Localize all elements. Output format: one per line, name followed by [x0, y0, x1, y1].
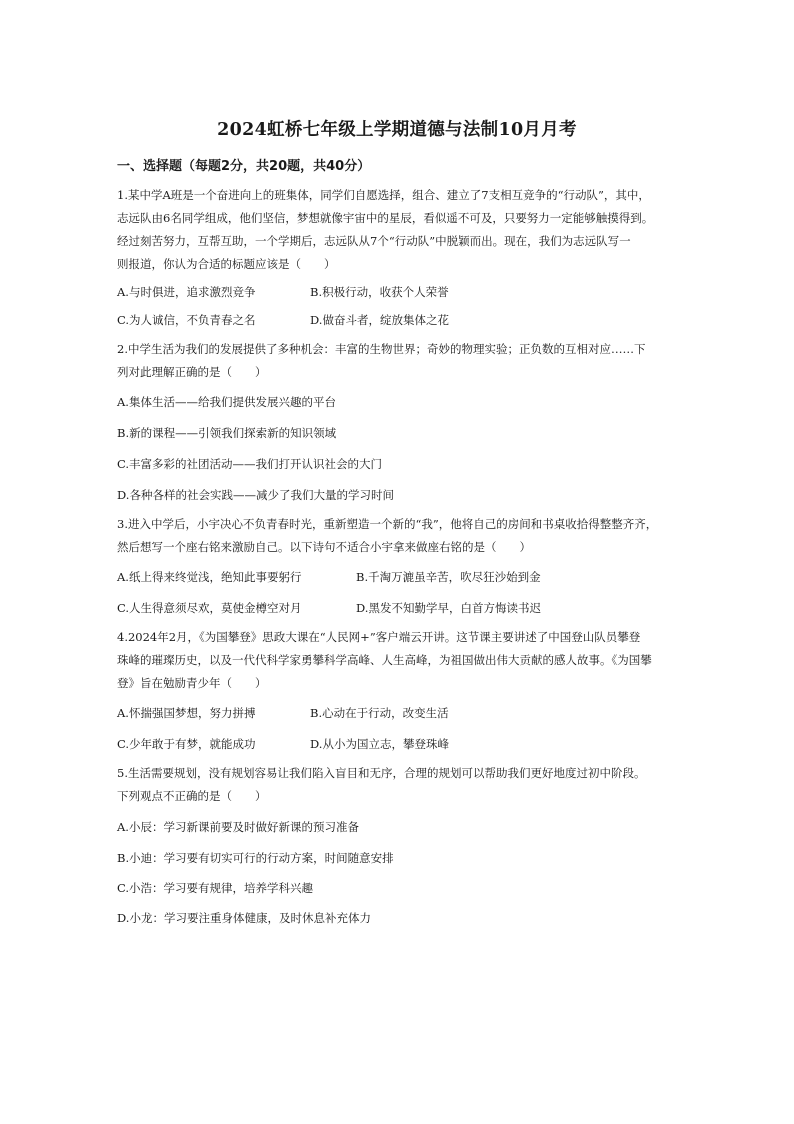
question-1-option-b: B.积极行动，收获个人荣誉 [310, 285, 449, 299]
question-1-option-d: D.做奋斗者，绽放集体之花 [310, 313, 449, 327]
question-2-line-2: 列对此理解正确的是（ ） [117, 365, 267, 379]
question-5-option-d: D.小龙：学习要注重身体健康，及时休息补充体力 [117, 911, 371, 925]
question-3-option-d: D.黑发不知勤学早，白首方悔读书迟 [356, 601, 541, 615]
question-5-line-2: 下列观点不正确的是（ ） [117, 789, 267, 803]
question-5-option-a: A.小辰：学习新课前要及时做好新课的预习准备 [117, 820, 359, 834]
question-3-option-a: A.纸上得来终觉浅，绝知此事要躬行 [117, 570, 302, 584]
question-4-line-1: 4.2024年2月，《为国攀登》思政大课在“人民网+”客户端云开讲。这节课主要讲述了中国登山队员攀登 [117, 630, 641, 644]
question-3-line-2: 然后想写一个座右铭来激励自己。以下诗句不适合小宇拿来做座右铭的是（ ） [117, 540, 531, 554]
question-2-option-a: A.集体生活——给我们提供发展兴趣的平台 [117, 395, 336, 409]
question-1-line-4: 则报道，你认为合适的标题应该是（ ） [117, 257, 336, 271]
question-5-option-b: B.小迪：学习要有切实可行的行动方案，时间随意安排 [117, 851, 394, 865]
question-4-option-c: C.少年敢于有梦，就能成功 [117, 737, 256, 751]
page-title: 2024虹桥七年级上学期道德与法制10月月考 [217, 120, 577, 140]
question-3-option-b: B.千淘万漉虽辛苦，吹尽狂沙始到金 [356, 570, 541, 584]
question-2-option-c: C.丰富多彩的社团活动——我们打开认识社会的大门 [117, 457, 383, 471]
question-4-option-d: D.从小为国立志，攀登珠峰 [310, 737, 449, 751]
question-4-line-3: 登》旨在勉励青少年（ ） [117, 676, 267, 690]
question-1-option-a: A.与时俱进，追求激烈竞争 [117, 285, 256, 299]
question-1-line-3: 经过刻苦努力，互帮互助，一个学期后，志远队从7个“行动队”中脱颖而出。现在，我们为志远队写一 [117, 234, 631, 248]
section-heading: 一、选择题（每题2分，共20题，共40分） [117, 159, 371, 174]
question-4-option-a: A.怀揣强国梦想，努力拼搏 [117, 706, 256, 720]
question-1-option-c: C.为人诚信，不负青春之名 [117, 313, 256, 327]
question-5-option-c: C.小浩：学习要有规律，培养学科兴趣 [117, 881, 314, 895]
question-1-line-2: 志远队由6名同学组成，他们坚信，梦想就像宇宙中的星辰，看似遥不可及，只要努力一定能够触摸得到。 [117, 211, 654, 225]
question-2-option-d: D.各种各样的社会实践——减少了我们大量的学习时间 [117, 488, 394, 502]
question-2-option-b: B.新的课程——引领我们探索新的知识领域 [117, 426, 337, 440]
question-3-option-c: C.人生得意须尽欢，莫使金樽空对月 [117, 601, 302, 615]
question-5-line-1: 5.生活需要规划，没有规划容易让我们陷入盲目和无序，合理的规划可以帮助我们更好地度过初中阶段。 [117, 766, 646, 780]
question-4-option-b: B.心动在于行动，改变生活 [310, 706, 449, 720]
question-2-line-1: 2.中学生活为我们的发展提供了多种机会：丰富的生物世界；奇妙的物理实验；正负数的互相对应……下 [117, 342, 646, 356]
question-3-line-1: 3.进入中学后，小宇决心不负青春时光，重新塑造一个新的“我”，他将自己的房间和书桌收拾得整整齐齐， [117, 517, 658, 531]
question-4-line-2: 珠峰的璀璨历史，以及一代代科学家勇攀科学高峰、人生高峰，为祖国做出伟大贡献的感人故事。《为国攀 [117, 653, 652, 667]
question-1-line-1: 1.某中学A班是一个奋进向上的班集体，同学们自愿选择，组合、建立了7支相互竞争的“行动队”，其中， [117, 188, 650, 202]
